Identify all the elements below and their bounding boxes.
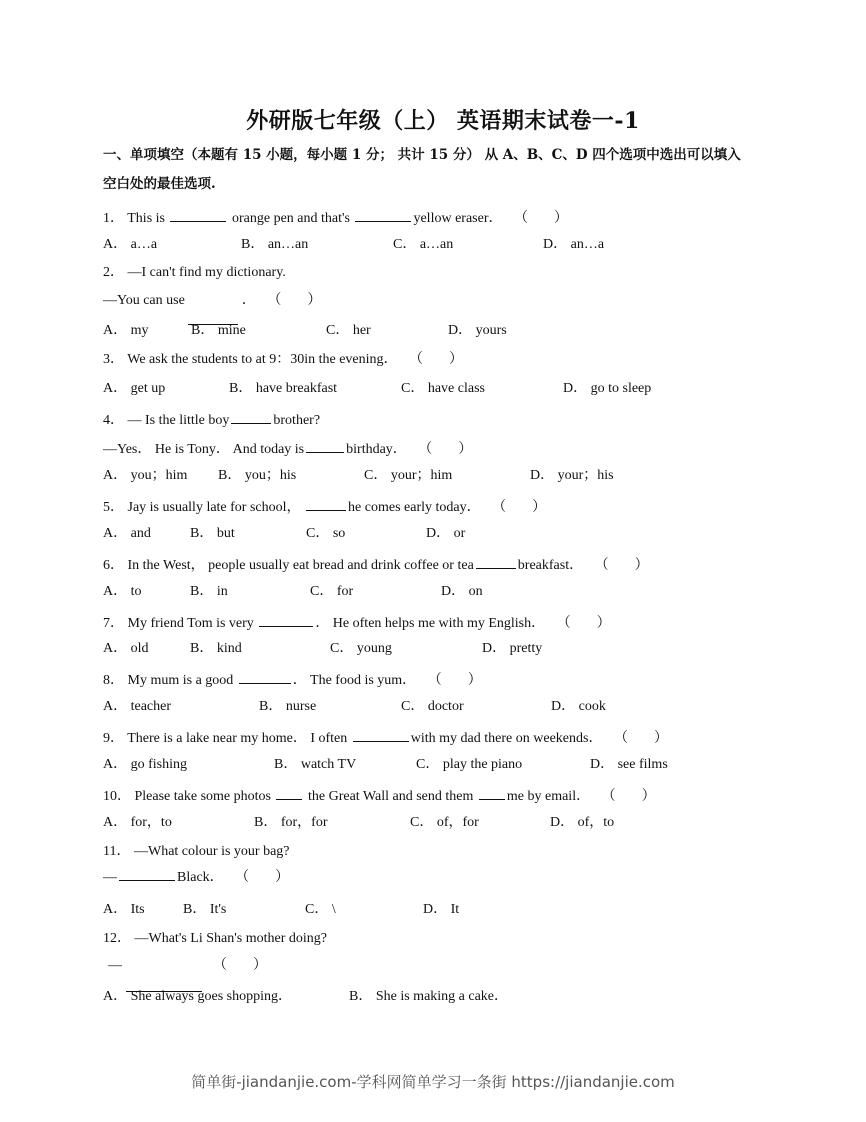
option-c: C． your；him xyxy=(364,468,453,483)
answer-blank xyxy=(306,496,346,511)
option-a: A． teacher xyxy=(103,699,172,714)
question-number: 1． xyxy=(103,211,124,226)
option-a: A． you；him xyxy=(103,468,188,483)
answer-blank xyxy=(353,727,409,742)
question-text: ． xyxy=(241,293,256,308)
answer-blank xyxy=(355,207,411,222)
option-d: D． an…a xyxy=(543,237,605,252)
question-text: We ask the students to at 9：30in the evening． xyxy=(127,352,398,367)
option-d: D． It xyxy=(423,902,460,917)
section-heading xyxy=(103,141,783,199)
question-text: —I can't find my dictionary. xyxy=(127,265,286,280)
option-c: C． so xyxy=(306,526,346,541)
option-c: C． doctor xyxy=(401,699,464,714)
option-b: B． It's xyxy=(183,902,227,917)
question-12-line2 xyxy=(108,957,267,975)
footer-watermark: 简单街-jiandanjie.com-学科网简单学习一条街 https://jiandanjie.com xyxy=(191,1073,675,1091)
question-text: Please take some photos xyxy=(134,789,271,804)
question-number: 7． xyxy=(103,616,124,631)
option-d: D． your；his xyxy=(530,468,614,483)
option-a: A． go fishing xyxy=(103,757,187,772)
answer-paren: （ ） xyxy=(213,958,267,973)
question-text: —You can use xyxy=(103,293,185,308)
question-12 xyxy=(103,930,327,948)
answer-paren: （ ） xyxy=(235,870,290,885)
question-text: This is xyxy=(127,211,165,226)
question-text: ． He often helps me with my English． xyxy=(315,616,546,631)
question-number: 11． xyxy=(103,844,131,859)
question-11 xyxy=(103,843,290,861)
question-3 xyxy=(103,351,463,369)
question-text: — xyxy=(103,870,117,885)
question-text: My friend Tom is very xyxy=(127,616,254,631)
option-c: C． play the piano xyxy=(416,757,523,772)
answer-paren: （ ） xyxy=(556,616,611,631)
option-b: B． in xyxy=(190,584,228,599)
question-text: birthday． xyxy=(346,442,407,457)
answer-blank xyxy=(170,207,226,222)
question-number: 6． xyxy=(103,558,124,573)
option-b: B． kind xyxy=(190,641,242,656)
option-c: C． young xyxy=(330,641,392,656)
page-title: 外研版七年级（上） 英语期末试卷一-1 xyxy=(246,108,640,134)
answer-paren: （ ） xyxy=(267,293,322,308)
option-c: C． for xyxy=(310,584,354,599)
question-text: — Is the little boy xyxy=(127,413,230,428)
option-d: D． yours xyxy=(448,323,507,338)
question-text: brother? xyxy=(273,413,321,428)
answer-blank xyxy=(239,669,291,684)
question-number: 4． xyxy=(103,413,124,428)
option-b: B． nurse xyxy=(259,699,317,714)
answer-paren: （ ） xyxy=(594,558,649,573)
answer-blank xyxy=(479,785,505,800)
option-a: A． old xyxy=(103,641,149,656)
question-text: yellow eraser． xyxy=(413,211,503,226)
option-d: D． go to sleep xyxy=(563,381,652,396)
question-number: 8． xyxy=(103,673,124,688)
question-text: me by email． xyxy=(506,789,591,804)
question-7 xyxy=(103,612,611,633)
question-number: 12． xyxy=(103,931,131,946)
option-a: A． to xyxy=(103,584,142,599)
question-text: My mum is a good xyxy=(127,673,234,688)
option-d: D． or xyxy=(426,526,466,541)
option-d: D． see films xyxy=(590,757,668,772)
option-c: C． have class xyxy=(401,381,485,396)
answer-blank xyxy=(276,785,302,800)
option-a: A． get up xyxy=(103,381,166,396)
question-6 xyxy=(103,554,649,575)
answer-paren: （ ） xyxy=(409,352,464,367)
question-number: 5． xyxy=(103,500,124,515)
option-a: A． a…a xyxy=(103,237,158,252)
answer-paren: （ ） xyxy=(613,731,668,746)
answer-blank xyxy=(306,438,344,453)
question-text: orange pen and that's xyxy=(231,211,350,226)
answer-paren: （ ） xyxy=(427,673,482,688)
question-text: he comes early today． xyxy=(348,500,481,515)
option-b: B． have breakfast xyxy=(229,381,338,396)
option-c: C． her xyxy=(326,323,371,338)
option-b: B． an…an xyxy=(241,237,309,252)
question-text: with my dad there on weekends． xyxy=(410,731,603,746)
option-b: B． but xyxy=(190,526,235,541)
option-c: C． \ xyxy=(305,902,336,917)
option-a: A． and xyxy=(103,526,151,541)
option-b: B． you；his xyxy=(218,468,297,483)
section-heading-line1: 一、单项填空（本题有 15 小题，每小题 1 分； 共计 15 分） 从 A、B、C、D 四个选项中选出可以填入 xyxy=(103,147,741,163)
answer-paren: （ ） xyxy=(601,789,656,804)
option-d: D． of，to xyxy=(550,815,615,830)
question-text: breakfast． xyxy=(517,558,584,573)
question-number: 10． xyxy=(103,789,131,804)
question-text: Black． xyxy=(177,870,224,885)
question-text: the Great Wall and send them xyxy=(307,789,474,804)
question-8 xyxy=(103,669,482,690)
question-text: —What colour is your bag? xyxy=(133,844,290,859)
option-b: B． watch TV xyxy=(274,757,357,772)
answer-blank xyxy=(119,866,175,881)
question-11-line2 xyxy=(103,866,289,887)
question-text: Jay is usually late for school， xyxy=(127,500,301,515)
option-a: A． my xyxy=(103,323,149,338)
question-4 xyxy=(103,409,320,430)
option-d: D． pretty xyxy=(482,641,543,656)
question-number: 9． xyxy=(103,731,124,746)
option-d: D． cook xyxy=(551,699,606,714)
option-c: C． of，for xyxy=(410,815,479,830)
question-2-line2 xyxy=(103,292,321,310)
question-text: In the West， people usually eat bread and drink coffee or tea xyxy=(127,558,474,573)
question-9 xyxy=(103,727,668,748)
question-text: —Yes． He is Tony． And today is xyxy=(103,442,305,457)
option-c: C． a…an xyxy=(393,237,454,252)
option-d: D． on xyxy=(441,584,483,599)
option-a: A． for，to xyxy=(103,815,172,830)
answer-paren: （ ） xyxy=(418,442,473,457)
question-4-line2 xyxy=(103,438,472,459)
question-text: — xyxy=(108,958,122,973)
answer-blank xyxy=(231,409,271,424)
option-b: B． mine xyxy=(191,323,246,338)
question-10 xyxy=(103,785,656,806)
question-number: 2． xyxy=(103,265,124,280)
question-number: 3． xyxy=(103,352,124,367)
option-a: A． Its xyxy=(103,902,145,917)
answer-blank xyxy=(476,554,516,569)
option-b: B． She is making a cake． xyxy=(349,989,509,1004)
question-text: —What's Li Shan's mother doing? xyxy=(134,931,327,946)
answer-paren: （ ） xyxy=(492,500,547,515)
answer-blank xyxy=(259,612,313,627)
option-a: A． She always goes shopping． xyxy=(103,989,292,1004)
question-2 xyxy=(103,264,286,282)
option-b: B． for，for xyxy=(254,815,328,830)
question-1 xyxy=(103,207,568,228)
question-text: There is a lake near my home． I often xyxy=(127,731,348,746)
section-heading-line2: 空白处的最佳选项. xyxy=(103,176,216,192)
answer-paren: （ ） xyxy=(514,211,568,226)
question-text: ． The food is yum． xyxy=(292,673,417,688)
question-5 xyxy=(103,496,546,517)
